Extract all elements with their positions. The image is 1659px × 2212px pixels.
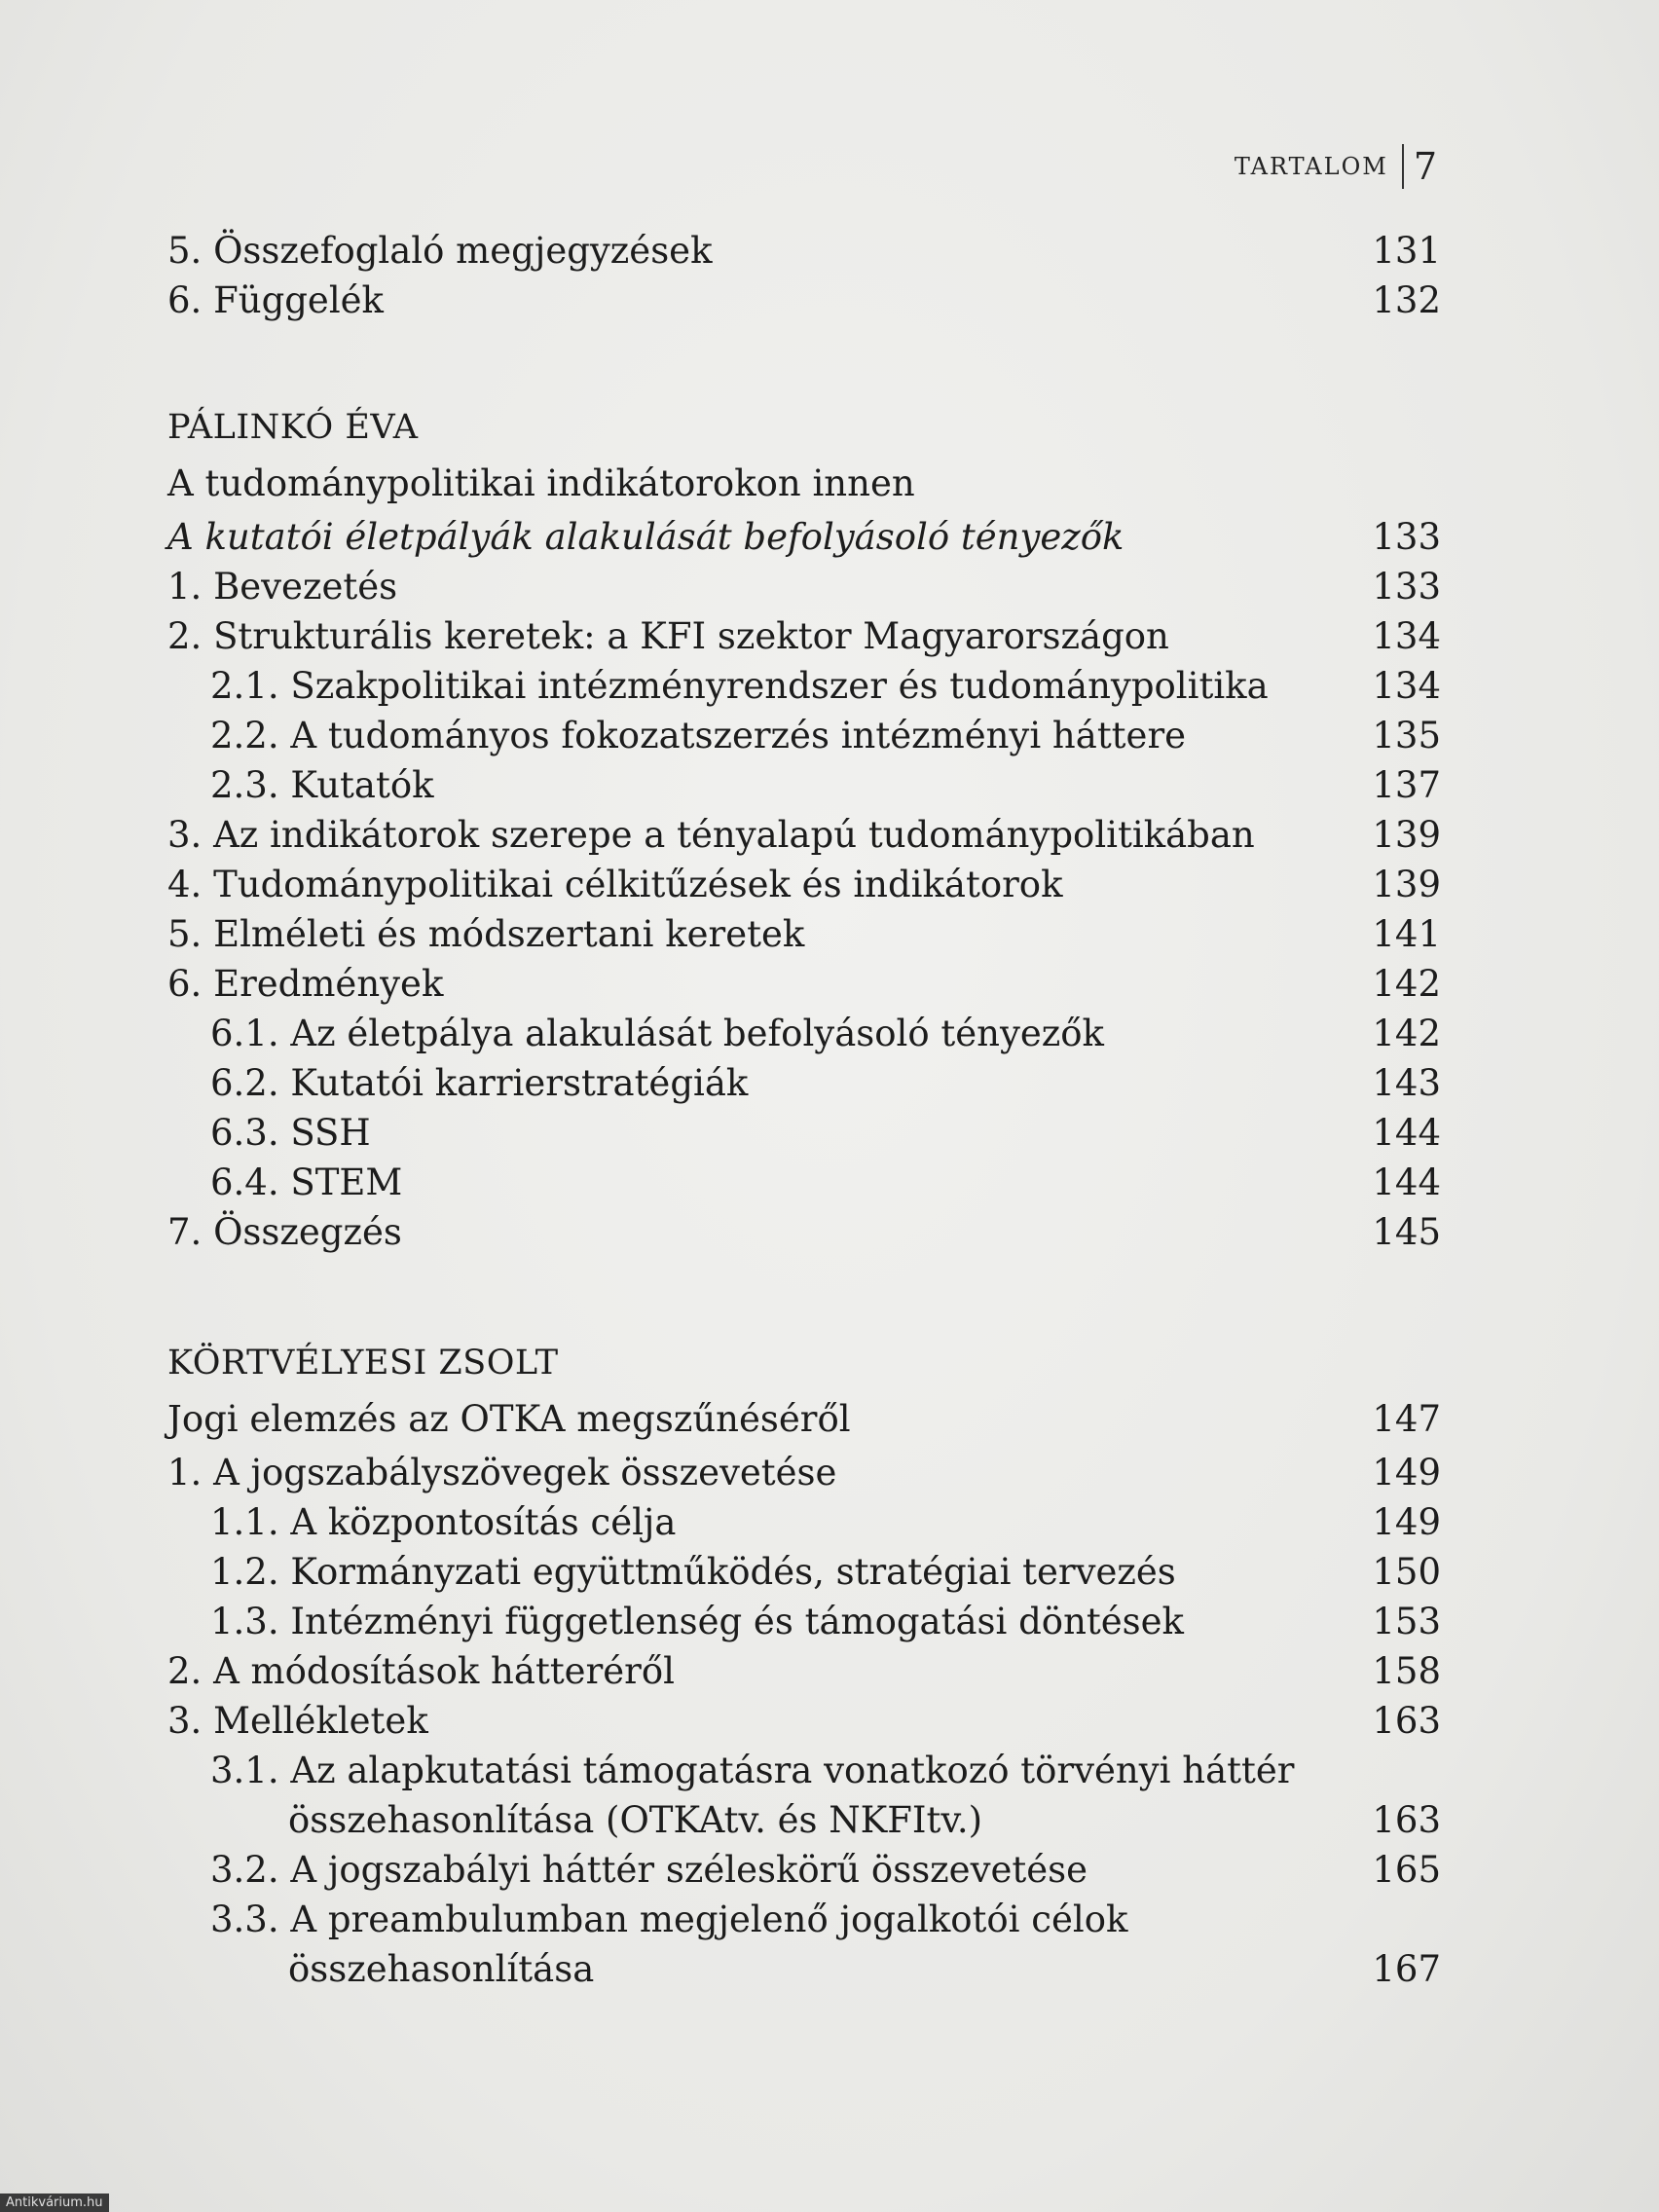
toc-entry bbox=[167, 1696, 1441, 1746]
toc-subentry bbox=[167, 1158, 1441, 1207]
toc-entry bbox=[167, 562, 1441, 611]
toc-entry-title: 5. Összefoglaló megjegyzések bbox=[167, 230, 713, 272]
toc-entry-page: 144 bbox=[1372, 1112, 1441, 1154]
toc-entry-title: 6.4. STEM bbox=[210, 1161, 403, 1203]
chapter-title bbox=[167, 1391, 1441, 1448]
toc-subentry bbox=[167, 1058, 1441, 1108]
toc-entry-page: 163 bbox=[1372, 1799, 1441, 1841]
toc-entry-title: 2.1. Szakpolitikai intézményrendszer és tudománypolitika bbox=[210, 665, 1269, 707]
toc-entry-page: 137 bbox=[1372, 764, 1441, 806]
toc-entry-page: 149 bbox=[1372, 1452, 1441, 1493]
toc-entry-title: 2.3. Kutatók bbox=[210, 764, 434, 806]
toc-entry-page: 163 bbox=[1372, 1700, 1441, 1742]
toc-entry-title: 1. A jogszabályszövegek összevetése bbox=[167, 1452, 837, 1493]
table-of-contents bbox=[167, 226, 1441, 1994]
toc-entry-title: 2.2. A tudományos fokozatszerzés intézményi háttere bbox=[210, 715, 1187, 756]
toc-entry-page: 143 bbox=[1372, 1062, 1441, 1104]
toc-entry-title: 3. Az indikátorok szerepe a tényalapú tudománypolitikában bbox=[167, 814, 1255, 856]
toc-subentry bbox=[167, 1497, 1441, 1547]
toc-entry-title: 1.1. A központosítás célja bbox=[210, 1501, 677, 1543]
author-name: PÁLINKÓ ÉVA bbox=[167, 408, 419, 447]
toc-entry-page: 165 bbox=[1372, 1849, 1441, 1891]
toc-entry-title: 6.3. SSH bbox=[210, 1112, 371, 1154]
toc-subentry bbox=[167, 1108, 1441, 1158]
toc-entry-title: 7. Összegzés bbox=[167, 1211, 402, 1253]
toc-subentry-continuation bbox=[167, 1944, 1441, 1994]
toc-entry-page: 144 bbox=[1372, 1161, 1441, 1203]
section-spacer bbox=[167, 1257, 1441, 1335]
running-head-label: TARTALOM bbox=[1234, 153, 1388, 180]
toc-entry-page: 132 bbox=[1372, 279, 1441, 321]
toc-subentry bbox=[167, 1009, 1441, 1058]
section-spacer bbox=[167, 325, 1441, 399]
toc-subentry bbox=[167, 711, 1441, 760]
toc-entry-title: 3. Mellékletek bbox=[167, 1700, 428, 1742]
toc-entry-title: 3.3. A preambulumban megjelenő jogalkotói célok bbox=[210, 1899, 1128, 1940]
toc-entry bbox=[167, 959, 1441, 1009]
toc-subentry bbox=[167, 1746, 1441, 1795]
chapter-subtitle-line: A kutatói életpályák alakulását befolyásoló tényezők bbox=[167, 516, 1124, 558]
toc-subentry bbox=[167, 1547, 1441, 1597]
toc-entry-title: 6. Eredmények bbox=[167, 963, 444, 1005]
toc-entry-page: 141 bbox=[1372, 913, 1441, 955]
toc-entry-title: 1.2. Kormányzati együttműködés, stratégiai tervezés bbox=[210, 1551, 1176, 1593]
chapter-title-line: A tudománypolitikai indikátorokon innen bbox=[167, 462, 915, 504]
toc-entry-title: 1. Bevezetés bbox=[167, 566, 398, 608]
toc-entry-page: 149 bbox=[1372, 1501, 1441, 1543]
toc-entry-title: 3.2. A jogszabályi háttér széleskörű összevetése bbox=[210, 1849, 1088, 1891]
section-author bbox=[167, 399, 1441, 456]
watermark: Antikvárium.hu bbox=[0, 2194, 109, 2212]
toc-subentry-continuation bbox=[167, 1795, 1441, 1845]
toc-subentry bbox=[167, 760, 1441, 810]
toc-entry bbox=[167, 860, 1441, 909]
toc-entry-page: 158 bbox=[1372, 1650, 1441, 1692]
toc-entry bbox=[167, 276, 1441, 325]
toc-entry-page: 150 bbox=[1372, 1551, 1441, 1593]
toc-entry bbox=[167, 1207, 1441, 1257]
toc-entry bbox=[167, 1646, 1441, 1696]
toc-entry-title: 4. Tudománypolitikai célkitűzések és indikátorok bbox=[167, 864, 1063, 905]
toc-entry-page: 142 bbox=[1372, 963, 1441, 1005]
toc-entry bbox=[167, 810, 1441, 860]
toc-entry bbox=[167, 909, 1441, 959]
toc-entry-title: 6. Függelék bbox=[167, 279, 384, 321]
toc-subentry bbox=[167, 1845, 1441, 1895]
toc-entry bbox=[167, 1448, 1441, 1497]
toc-entry-title: összehasonlítása (OTKAtv. és NKFItv.) bbox=[288, 1799, 983, 1841]
toc-entry-title: 2. A módosítások hátteréről bbox=[167, 1650, 675, 1692]
chapter-title-line: Jogi elemzés az OTKA megszűnéséről bbox=[167, 1398, 851, 1440]
toc-subentry bbox=[167, 1597, 1441, 1646]
toc-subentry bbox=[167, 1895, 1441, 1944]
section-author bbox=[167, 1335, 1441, 1391]
toc-entry-page: 131 bbox=[1372, 230, 1441, 272]
chapter-title bbox=[167, 456, 1441, 512]
toc-entry-page: 142 bbox=[1372, 1013, 1441, 1054]
toc-entry-page: 153 bbox=[1372, 1601, 1441, 1642]
toc-entry-title: összehasonlítása bbox=[288, 1948, 595, 1990]
toc-entry-page: 139 bbox=[1372, 864, 1441, 905]
page-number: 7 bbox=[1413, 145, 1437, 188]
toc-entry bbox=[167, 611, 1441, 661]
toc-entry-page: 145 bbox=[1372, 1211, 1441, 1253]
toc-entry-page: 133 bbox=[1372, 566, 1441, 608]
toc-entry-title: 6.2. Kutatói karrierstratégiák bbox=[210, 1062, 749, 1104]
toc-subentry bbox=[167, 661, 1441, 711]
toc-entry-title: 1.3. Intézményi függetlenség és támogatási döntések bbox=[210, 1601, 1184, 1642]
toc-entry-page: 135 bbox=[1372, 715, 1441, 756]
toc-entry-page: 134 bbox=[1372, 665, 1441, 707]
author-name: KÖRTVÉLYESI ZSOLT bbox=[167, 1344, 559, 1382]
toc-entry-page: 134 bbox=[1372, 615, 1441, 657]
toc-entry-page: 167 bbox=[1372, 1948, 1441, 1990]
toc-entry-title: 2. Strukturális keretek: a KFI szektor Magyarországon bbox=[167, 615, 1169, 657]
toc-entry-page: 139 bbox=[1372, 814, 1441, 856]
running-head-divider bbox=[1402, 144, 1404, 189]
toc-entry-title: 5. Elméleti és módszertani keretek bbox=[167, 913, 805, 955]
running-head bbox=[1235, 144, 1437, 189]
chapter-subtitle bbox=[167, 512, 1441, 562]
chapter-page: 147 bbox=[1372, 1398, 1441, 1440]
chapter-page: 133 bbox=[1372, 516, 1441, 558]
toc-entry bbox=[167, 226, 1441, 276]
toc-entry-title: 6.1. Az életpálya alakulását befolyásoló tényezők bbox=[210, 1013, 1104, 1054]
toc-entry-title: 3.1. Az alapkutatási támogatásra vonatkozó törvényi háttér bbox=[210, 1750, 1295, 1791]
